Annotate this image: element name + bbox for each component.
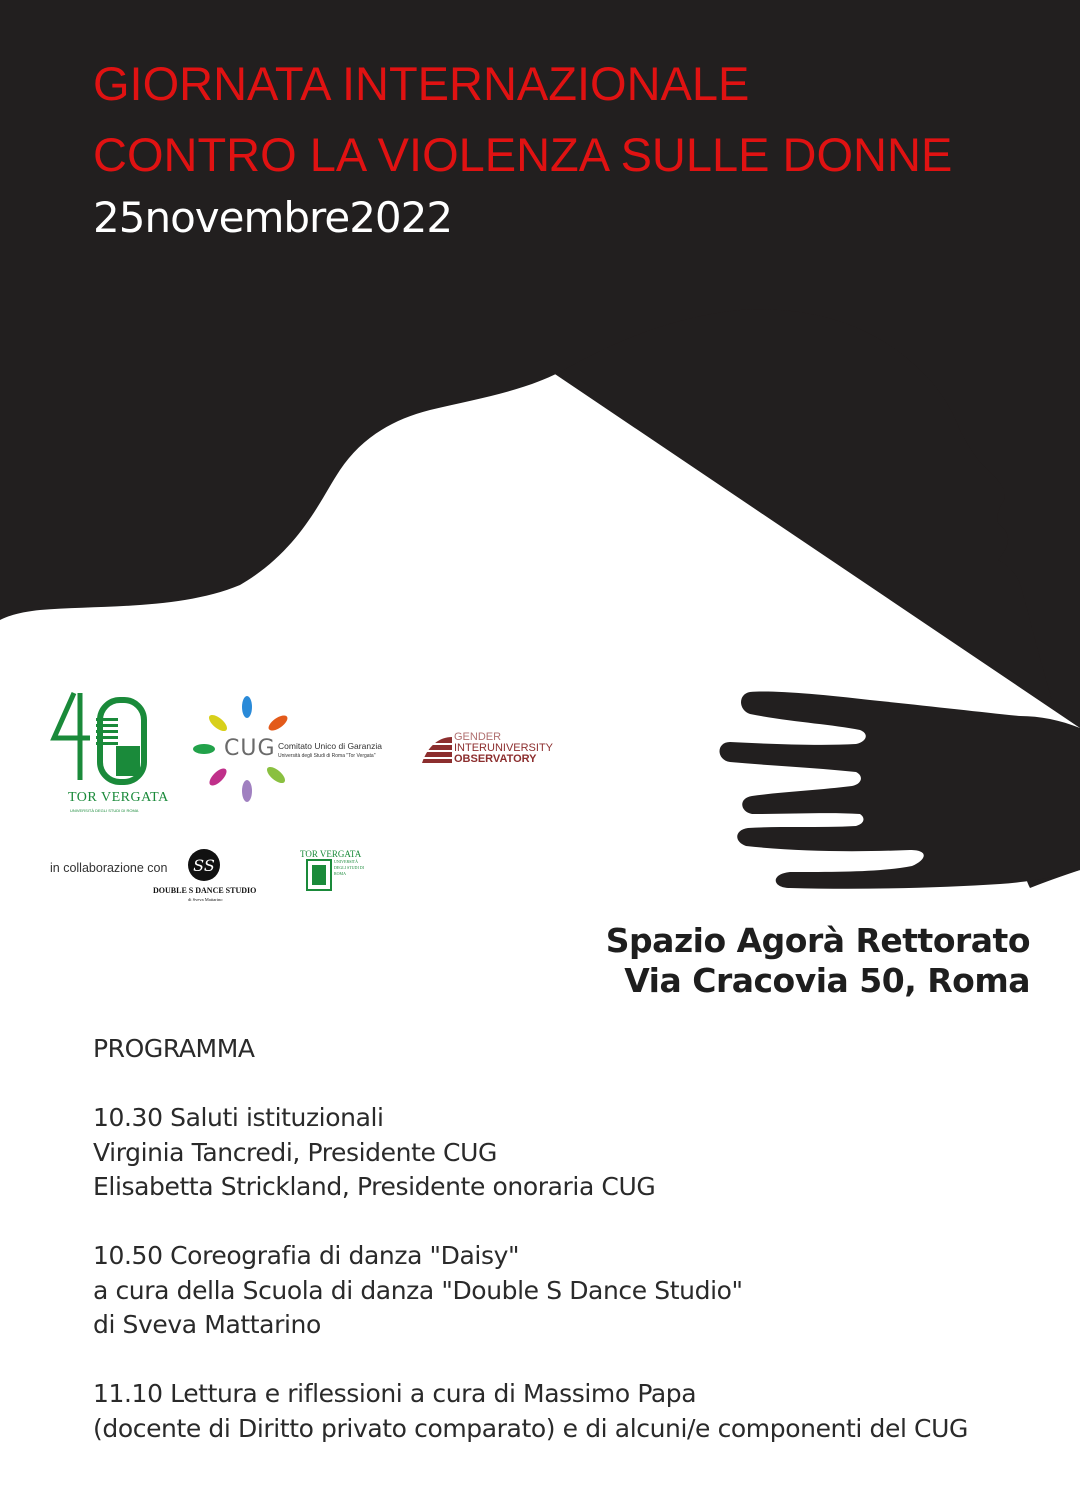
svg-text:SS: SS	[193, 856, 215, 875]
program-item-line: 11.10 Lettura e riflessioni a cura di Massimo Papa	[93, 1379, 697, 1408]
program-item-line: di Sveva Mattarino	[93, 1310, 321, 1339]
program-item-line: 10.30 Saluti istituzionali	[93, 1103, 384, 1132]
cug-acronym: CUG	[224, 736, 276, 761]
program-item-line: 10.50 Coreografia di danza "Daisy"	[93, 1241, 520, 1270]
double-s-subtitle: di Sveva Mattarino	[188, 897, 223, 902]
program-item	[93, 1101, 968, 1205]
cug-line-1: Comitato Unico di Garanzia	[278, 741, 382, 751]
tor-vergata-small-name: TOR VERGATA	[300, 849, 362, 859]
tor-vergata-40-logo	[50, 688, 170, 814]
tor-vergata-40-emblem	[50, 688, 150, 788]
double-s-emblem	[187, 848, 221, 882]
double-s-dance-studio-logo	[150, 848, 265, 906]
tor-vergata-name: TOR VERGATA	[68, 790, 169, 805]
title-line-2: CONTRO LA VIOLENZA SULLE DONNE	[93, 128, 953, 181]
venue-name: Spazio Agorà Rettorato	[605, 921, 1030, 960]
tor-vergata-subtitle: UNIVERSITÀ DEGLI STUDI DI ROMA	[70, 808, 139, 813]
observatory-line-1: GENDER	[454, 731, 502, 743]
tor-vergata-small-subtitle: UNIVERSITÀ DEGLI STUDI DI ROMA	[334, 859, 364, 876]
tor-vergata-small-logo	[300, 849, 370, 893]
event-date: 25novembre2022	[93, 193, 453, 242]
cug-logo	[190, 693, 382, 803]
program-item	[93, 1377, 968, 1446]
program-item-line: (docente di Diritto privato comparato) e di alcuni/e componenti del CUG	[93, 1413, 968, 1443]
program-item-line: Virginia Tancredi, Presidente CUG	[93, 1137, 497, 1167]
program-item	[93, 1239, 968, 1343]
title-line-1: GIORNATA INTERNAZIONALE	[93, 57, 750, 110]
collaboration-label: in collaborazione con	[50, 861, 168, 875]
cug-line-2: Università degli Studi di Roma "Tor Vergata"	[278, 753, 376, 759]
double-s-name: DOUBLE S DANCE STUDIO	[153, 886, 257, 895]
program-section	[93, 1032, 968, 1446]
venue-address: Via Cracovia 50, Roma	[624, 961, 1030, 1000]
observatory-dome-icon	[420, 731, 454, 765]
gender-observatory-logo	[420, 731, 570, 767]
program-heading: PROGRAMMA	[93, 1034, 255, 1063]
tor-vergata-small-emblem	[306, 859, 332, 891]
program-item-line: a cura della Scuola di danza "Double S Dance Studio"	[93, 1275, 743, 1305]
program-item-line: Elisabetta Strickland, Presidente onoraria CUG	[93, 1172, 656, 1201]
observatory-line-3: OBSERVATORY	[454, 753, 537, 765]
observatory-line-2: INTERUNIVERSITY	[454, 742, 554, 754]
